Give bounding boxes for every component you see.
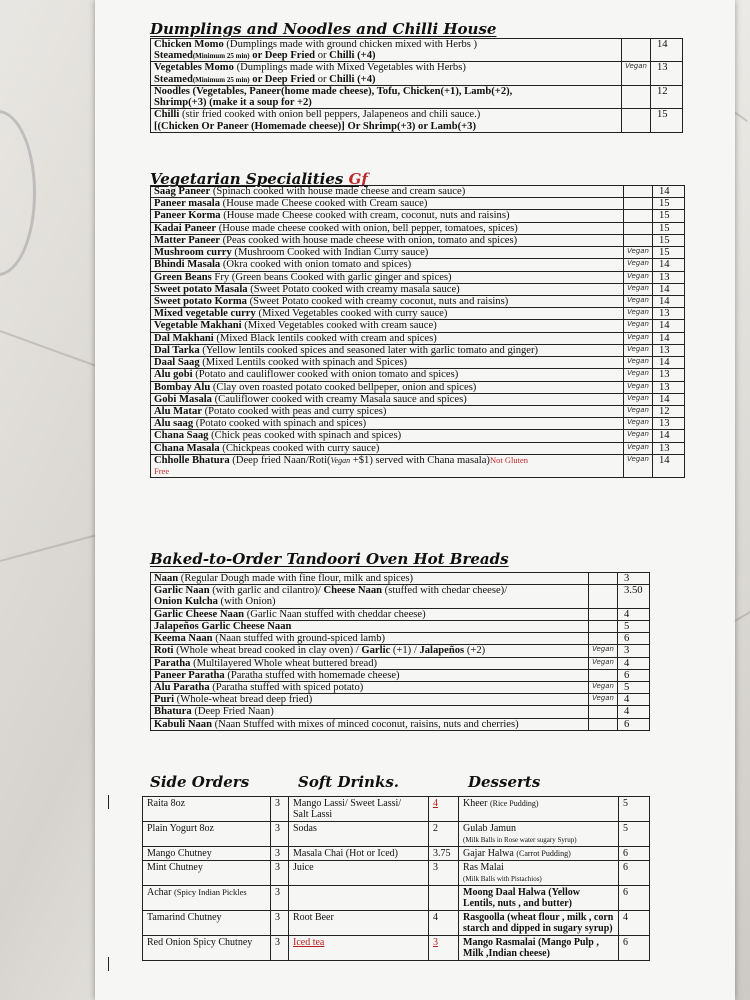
item-description: Noodles (Vegetables, Paneer(home made cheese), Tofu, Chicken(+1), Lamb(+2), Shrimp(+3) (make it a soup for +2) [151, 85, 622, 108]
vegan-mark: Vegan [624, 442, 653, 454]
item-price: 5 [618, 620, 650, 632]
vegan-mark: Vegan [624, 271, 653, 283]
item-description: Saag Paneer (Spinach cooked with house made cheese and cream sauce) [151, 186, 624, 198]
vegan-mark [622, 85, 651, 108]
item-price: 4 [618, 694, 650, 706]
item-price: 13 [653, 418, 685, 430]
bottom-row [143, 911, 650, 936]
item-description: Dal Makhani (Mixed Black lentils cooked with cream and spices) [151, 332, 624, 344]
vegan-mark: Vegan [624, 405, 653, 417]
item-description: Kabuli Naan (Naan Stuffed with mixes of minced coconut, raisins, nuts and cherries) [151, 718, 589, 730]
veg-row [151, 234, 685, 246]
bread-row [151, 681, 650, 693]
veg-row [151, 344, 685, 356]
veg-row [151, 259, 685, 271]
item-price: 4 [618, 608, 650, 620]
vegan-mark [624, 186, 653, 198]
dessert-price: 4 [619, 911, 650, 936]
drink-name: Masala Chai (Hot or Iced) [289, 847, 429, 861]
dessert-name: Gulab Jamun (Milk Balls in Rose water sugary Syrup) [459, 822, 619, 847]
vegan-mark: Vegan [589, 657, 618, 669]
vegan-mark: Vegan [589, 645, 618, 657]
vegan-mark: Vegan [624, 320, 653, 332]
dessert-name: Kheer (Rice Pudding) [459, 797, 619, 822]
menu-paper [95, 0, 735, 1000]
side-order-name: Mango Chutney [143, 847, 271, 861]
bottom-row [143, 936, 650, 961]
item-description: Chilli (stir fried cooked with onion bell peppers, Jalapeneos and chili sauce.) [(Chicken Or Paneer (Homemade cheese)] Or Shrimp(+3) or Lamb(+3) [151, 109, 622, 132]
desserts-heading: Desserts [468, 773, 541, 791]
dessert-name: Gajar Halwa (Carrot Pudding) [459, 847, 619, 861]
vegan-mark [589, 718, 618, 730]
item-description: Alu Matar (Potato cooked with peas and curry spices) [151, 405, 624, 417]
item-price: 14 [653, 393, 685, 405]
vegan-mark [589, 633, 618, 645]
side-order-price: 3 [271, 861, 289, 886]
drink-name: Juice [289, 861, 429, 886]
bread-row [151, 645, 650, 657]
vegan-mark [589, 608, 618, 620]
veg-row [151, 405, 685, 417]
breads-table [150, 572, 650, 731]
drink-price: 2 [429, 822, 459, 847]
veg-row [151, 369, 685, 381]
item-description: Garlic Naan (with garlic and cilantro)/ Cheese Naan (stuffed with chedar cheese)/ Onion Kulcha (with Onion) [151, 585, 589, 608]
vegan-mark: Vegan [624, 259, 653, 271]
dessert-price: 6 [619, 847, 650, 861]
vegan-mark: Vegan [624, 332, 653, 344]
dessert-name: Mango Rasmalai (Mango Pulp , Milk ,Indian cheese) [459, 936, 619, 961]
veg-row [151, 393, 685, 405]
item-description: Kadai Paneer (House made cheese cooked with onion, bell pepper, tomatoes, spices) [151, 222, 624, 234]
vegan-mark [622, 109, 651, 132]
vegan-mark: Vegan [589, 694, 618, 706]
item-description: Naan (Regular Dough made with fine flour, milk and spices) [151, 573, 589, 585]
bread-row [151, 585, 650, 608]
margin-tick [108, 795, 109, 809]
item-description: Paneer Paratha (Paratha stuffed with homemade cheese) [151, 669, 589, 681]
veg-row [151, 320, 685, 332]
vegan-mark: Vegan [624, 369, 653, 381]
item-description: Roti (Whole wheat bread cooked in clay oven) / Garlic (+1) / Jalapeños (+2) [151, 645, 589, 657]
bread-row [151, 669, 650, 681]
item-description: Jalapeños Garlic Cheese Naan [151, 620, 589, 632]
dumplings-table [150, 38, 683, 133]
drink-price: 3 [429, 861, 459, 886]
item-description: Puri (Whole-wheat bread deep fried) [151, 694, 589, 706]
drink-price: 4 [429, 797, 459, 822]
item-description: Chana Saag (Chick peas cooked with spinach and spices) [151, 430, 624, 442]
veg-row [151, 271, 685, 283]
vegan-mark: Vegan [624, 454, 653, 477]
dumpling-row [151, 85, 683, 108]
vegan-mark: Vegan [624, 344, 653, 356]
vegan-mark [622, 39, 651, 62]
side-order-price: 3 [271, 797, 289, 822]
dessert-price: 6 [619, 936, 650, 961]
item-price: 15 [651, 109, 683, 132]
side-order-name: Achar (Spicy Indian Pickles [143, 886, 271, 911]
item-description: Matter Paneer (Peas cooked with house made cheese with onion, tomato and spices) [151, 234, 624, 246]
item-description: Vegetables Momo (Dumplings made with Mixed Vegetables with Herbs) Steamed(Minimum 25 min) or Deep Fried or Chilli (+4) [151, 62, 622, 85]
item-price: 12 [651, 85, 683, 108]
veg-row [151, 283, 685, 295]
item-price: 4 [618, 706, 650, 718]
dessert-price: 5 [619, 797, 650, 822]
side-order-name: Plain Yogurt 8oz [143, 822, 271, 847]
item-description: Mushroom curry (Mushroom Cooked with Indian Curry sauce) [151, 247, 624, 259]
item-price: 14 [653, 283, 685, 295]
veg-row [151, 247, 685, 259]
drink-name: Mango Lassi/ Sweet Lassi/ Salt Lassi [289, 797, 429, 822]
side-order-price: 3 [271, 847, 289, 861]
vegan-mark: Vegan [589, 681, 618, 693]
bread-row [151, 718, 650, 730]
vegan-mark [589, 620, 618, 632]
vegan-mark: Vegan [624, 357, 653, 369]
side-order-name: Raita 8oz [143, 797, 271, 822]
veg-row [151, 357, 685, 369]
bread-row [151, 573, 650, 585]
item-description: Bombay Alu (Clay oven roasted potato cooked bellpeper, onion and spices) [151, 381, 624, 393]
item-description: Chicken Momo (Dumplings made with ground chicken mixed with Herbs ) Steamed(Minimum 25 min) or Deep Fried or Chilli (+4) [151, 39, 622, 62]
item-price: 14 [651, 39, 683, 62]
veg-row [151, 186, 685, 198]
bread-row [151, 706, 650, 718]
vegan-mark [624, 234, 653, 246]
side-order-name: Tamarind Chutney [143, 911, 271, 936]
vegan-mark [624, 222, 653, 234]
item-description: Paneer Korma (House made Cheese cooked with cream, coconut, nuts and raisins) [151, 210, 624, 222]
veg-row [151, 418, 685, 430]
bread-row [151, 657, 650, 669]
item-description: Daal Saag (Mixed Lentils cooked with spinach and Spices) [151, 357, 624, 369]
side-order-name: Red Onion Spicy Chutney [143, 936, 271, 961]
dumplings-heading: Dumplings and Noodles and Chilli House [150, 20, 497, 38]
veg-row [151, 210, 685, 222]
vegan-mark: Vegan [624, 247, 653, 259]
item-description: Gobi Masala (Cauliflower cooked with creamy Masala sauce and spices) [151, 393, 624, 405]
vegan-mark: Vegan [624, 295, 653, 307]
vegan-mark: Vegan [622, 62, 651, 85]
item-price: 14 [653, 430, 685, 442]
vegan-mark: Vegan [624, 393, 653, 405]
item-price: 13 [653, 308, 685, 320]
vegan-mark: Vegan [624, 418, 653, 430]
soft-drinks-heading: Soft Drinks. [298, 773, 400, 791]
item-price: 14 [653, 259, 685, 271]
item-price: 13 [653, 369, 685, 381]
item-price: 6 [618, 633, 650, 645]
veg-row [151, 295, 685, 307]
item-price: 6 [618, 718, 650, 730]
item-price: 12 [653, 405, 685, 417]
side-orders-heading: Side Orders [150, 773, 250, 791]
dessert-price: 6 [619, 886, 650, 911]
item-description: Keema Naan (Naan stuffed with ground-spiced lamb) [151, 633, 589, 645]
bread-row [151, 620, 650, 632]
vegetarian-table [150, 185, 685, 478]
item-price: 15 [653, 234, 685, 246]
dessert-name: Moong Daal Halwa (Yellow Lentils, nuts , and butter) [459, 886, 619, 911]
vegan-mark: Vegan [624, 308, 653, 320]
item-price: 13 [653, 271, 685, 283]
veg-heading: Vegetarian Specialities Gf [150, 170, 368, 188]
side-order-price: 3 [271, 886, 289, 911]
item-price: 14 [653, 186, 685, 198]
vegan-mark [624, 198, 653, 210]
dumpling-row [151, 109, 683, 132]
drink-name: Root Beer [289, 911, 429, 936]
veg-row [151, 332, 685, 344]
item-price: 15 [653, 210, 685, 222]
side-order-price: 3 [271, 911, 289, 936]
drink-price: 3.75 [429, 847, 459, 861]
vegan-mark [589, 669, 618, 681]
item-price: 4 [618, 657, 650, 669]
veg-row [151, 381, 685, 393]
item-price: 13 [653, 381, 685, 393]
veg-row [151, 308, 685, 320]
drink-price [429, 886, 459, 911]
vegan-mark: Vegan [624, 283, 653, 295]
item-description: Chana Masala (Chickpeas cooked with curry sauce) [151, 442, 624, 454]
bottom-row [143, 797, 650, 822]
item-price: 15 [653, 247, 685, 259]
item-description: Paneer masala (House made Cheese cooked with Cream sauce) [151, 198, 624, 210]
item-description: Alu gobi (Potato and cauliflower cooked with onion tomato and spices) [151, 369, 624, 381]
drink-name: Sodas [289, 822, 429, 847]
dumpling-row [151, 62, 683, 85]
item-description: Chholle Bhatura (Deep fried Naan/Roti(Vegan +$1) served with Chana masala)Not Gluten Free [151, 454, 624, 477]
bread-row [151, 633, 650, 645]
gluten-free-mark: Gf [348, 170, 368, 188]
item-price: 3.50 [618, 585, 650, 608]
dessert-price: 5 [619, 822, 650, 847]
item-price: 14 [653, 295, 685, 307]
side-order-price: 3 [271, 936, 289, 961]
item-description: Vegetable Makhani (Mixed Vegetables cooked with cream sauce) [151, 320, 624, 332]
item-price: 15 [653, 198, 685, 210]
bread-row [151, 608, 650, 620]
item-description: Alu saag (Potato cooked with spinach and spices) [151, 418, 624, 430]
vegan-mark: Vegan [624, 381, 653, 393]
item-description: Dal Tarka (Yellow lentils cooked spices and seasoned later with garlic tomato and ginger) [151, 344, 624, 356]
bottom-row [143, 861, 650, 886]
breads-heading: Baked-to-Order Tandoori Oven Hot Breads [150, 550, 509, 568]
drink-price: 3 [429, 936, 459, 961]
margin-tick [108, 957, 109, 971]
dessert-price: 6 [619, 861, 650, 886]
vegan-mark [589, 573, 618, 585]
item-description: Alu Paratha (Paratha stuffed with spiced potato) [151, 681, 589, 693]
bottom-row [143, 886, 650, 911]
item-price: 6 [618, 669, 650, 681]
item-description: Sweet potato Korma (Sweet Potato cooked with creamy coconut, nuts and raisins) [151, 295, 624, 307]
item-price: 14 [653, 357, 685, 369]
veg-row [151, 430, 685, 442]
vegan-mark [589, 706, 618, 718]
drink-price: 4 [429, 911, 459, 936]
side-order-price: 3 [271, 822, 289, 847]
side-order-name: Mint Chutney [143, 861, 271, 886]
item-price: 3 [618, 573, 650, 585]
item-price: 15 [653, 222, 685, 234]
item-price: 13 [653, 442, 685, 454]
vegan-mark: Vegan [624, 430, 653, 442]
item-description: Green Beans Fry (Green beans Cooked with garlic ginger and spices) [151, 271, 624, 283]
item-price: 13 [651, 62, 683, 85]
sides-drinks-desserts-table [142, 796, 650, 961]
veg-row [151, 454, 685, 477]
veg-row [151, 442, 685, 454]
vegan-mark [624, 210, 653, 222]
item-price: 3 [618, 645, 650, 657]
item-price: 13 [653, 344, 685, 356]
item-description: Mixed vegetable curry (Mixed Vegetables cooked with curry sauce) [151, 308, 624, 320]
item-description: Paratha (Multilayered Whole wheat buttered bread) [151, 657, 589, 669]
bread-row [151, 694, 650, 706]
item-description: Bhindi Masala (Okra cooked with onion tomato and spices) [151, 259, 624, 271]
item-description: Garlic Cheese Naan (Garlic Naan stuffed with cheddar cheese) [151, 608, 589, 620]
item-price: 14 [653, 320, 685, 332]
item-price: 14 [653, 454, 685, 477]
dessert-name: Rasgoolla (wheat flour , milk , corn starch and dipped in sugary syrup) [459, 911, 619, 936]
item-price: 5 [618, 681, 650, 693]
veg-row [151, 222, 685, 234]
drink-name [289, 886, 429, 911]
item-description: Sweet potato Masala (Sweet Potato cooked with creamy masala sauce) [151, 283, 624, 295]
dumpling-row [151, 39, 683, 62]
item-price: 14 [653, 332, 685, 344]
dessert-name: Ras Malai (Milk Balls with Pistachios) [459, 861, 619, 886]
bottom-row [143, 822, 650, 847]
drink-name: Iced tea [289, 936, 429, 961]
veg-row [151, 198, 685, 210]
vegan-mark [589, 585, 618, 608]
bottom-row [143, 847, 650, 861]
item-description: Bhatura (Deep Fried Naan) [151, 706, 589, 718]
